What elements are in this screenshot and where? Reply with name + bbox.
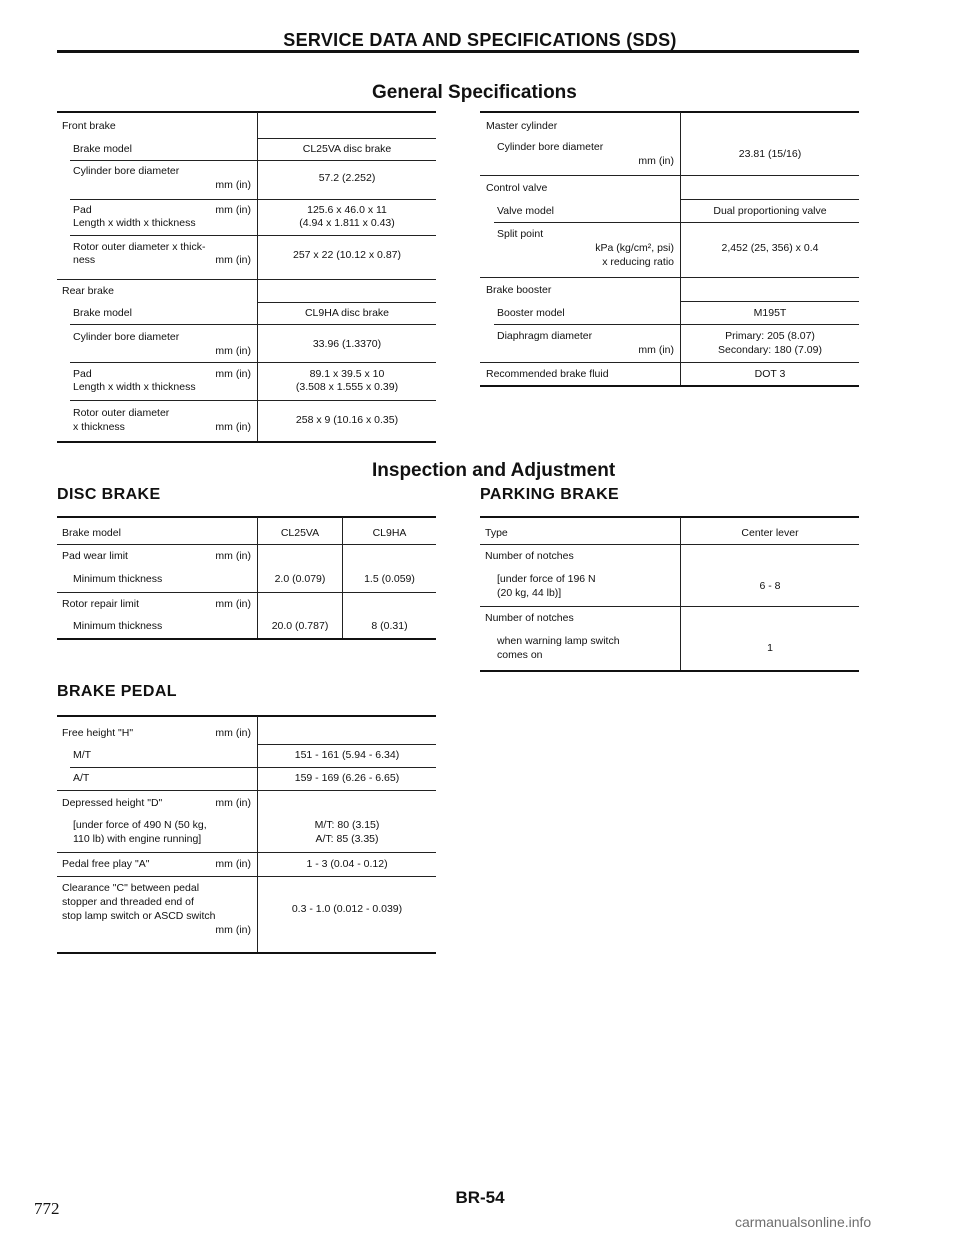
rear-pad-sub: Length x width x thickness (73, 381, 196, 393)
rear-rotor-unit: mm (in) (215, 421, 251, 433)
rotor-repair-limit-label: Rotor repair limit (62, 598, 140, 610)
diaphragm-secondary: Secondary: 180 (7.09) (718, 344, 822, 356)
table-bottom-rule (57, 952, 436, 954)
front-brake-model-label: Brake model (73, 143, 132, 155)
depressed-height-sub-2: 110 lb) with engine running] (73, 833, 202, 845)
lamp-notches-sub-1: when warning lamp switch (497, 635, 620, 647)
pedal-free-play-unit: mm (in) (215, 858, 251, 870)
clearance-label-3: stop lamp switch or ASCD switch (62, 910, 216, 922)
rear-brake-model-value: CL9HA disc brake (304, 307, 390, 319)
master-bore-label: Cylinder bore diameter (497, 141, 604, 153)
notches-sub-2: (20 kg, 44 lb)] (497, 587, 562, 599)
table-bottom-rule (480, 670, 859, 672)
parking-type-label: Type (485, 527, 508, 539)
depressed-height-mt: M/T: 80 (3.15) (314, 819, 380, 831)
free-height-at-value: 159 - 169 (6.26 - 6.65) (294, 772, 400, 784)
disc-model-label: Brake model (62, 527, 121, 539)
table-top-rule (57, 715, 436, 717)
free-height-mt-label: M/T (73, 749, 92, 761)
rear-pad-value-metric: 89.1 x 39.5 x 10 (309, 368, 385, 380)
lamp-notches-label: Number of notches (485, 612, 574, 624)
front-pad-unit: mm (in) (215, 204, 251, 216)
rear-rotor-value: 258 x 9 (10.16 x 0.35) (295, 414, 399, 426)
master-bore-value: 23.81 (15/16) (738, 148, 802, 160)
brake-fluid-value: DOT 3 (754, 368, 786, 380)
rotor-min-thickness-label: Minimum thickness (73, 620, 163, 632)
brake-booster-heading: Brake booster (486, 284, 552, 296)
table-bottom-rule (480, 385, 859, 387)
inspection-adjustment-heading: Inspection and Adjustment (372, 460, 616, 481)
rear-pad-label: Pad (73, 368, 92, 380)
table-top-rule (57, 111, 436, 113)
rear-bore-label: Cylinder bore diameter (73, 331, 180, 343)
rear-bore-unit: mm (in) (215, 345, 251, 357)
split-point-unit-2: x reducing ratio (602, 256, 674, 268)
front-rotor-label-2: ness (73, 254, 96, 266)
diaphragm-unit: mm (in) (638, 344, 674, 356)
front-rotor-label-1: Rotor outer diameter x thick- (73, 241, 206, 253)
clearance-label-1: Clearance "C" between pedal (62, 882, 200, 894)
booster-model-label: Booster model (497, 307, 565, 319)
front-pad-value-metric: 125.6 x 46.0 x 11 (307, 204, 387, 216)
clearance-value: 0.3 - 1.0 (0.012 - 0.039) (291, 903, 403, 915)
lamp-notches-value: 1 (767, 642, 773, 654)
page-number: 772 (34, 1199, 60, 1218)
split-point-label: Split point (497, 228, 544, 240)
free-height-unit: mm (in) (215, 727, 251, 739)
title-rule (57, 50, 859, 53)
parking-brake-heading: PARKING BRAKE (480, 486, 620, 503)
clearance-label-2: stopper and threaded end of (62, 896, 194, 908)
split-point-value: 2,452 (25, 356) x 0.4 (721, 242, 819, 254)
rear-pad-unit: mm (in) (215, 368, 251, 380)
diaphragm-label: Diaphragm diameter (497, 330, 593, 342)
front-brake-model-value: CL25VA disc brake (302, 143, 392, 155)
rear-pad-value-inch: (3.508 x 1.555 x 0.39) (295, 381, 399, 393)
free-height-label: Free height "H" (62, 727, 134, 739)
rear-rotor-label-1: Rotor outer diameter (73, 407, 170, 419)
notches-value: 6 - 8 (759, 580, 781, 592)
valve-model-value: Dual proportioning valve (713, 205, 827, 217)
brake-fluid-label: Recommended brake fluid (486, 368, 609, 380)
rear-rotor-label-2: x thickness (73, 421, 125, 433)
control-valve-heading: Control valve (486, 182, 548, 194)
free-height-mt-value: 151 - 161 (5.94 - 6.34) (294, 749, 400, 761)
lamp-notches-sub-2: comes on (497, 649, 543, 661)
front-bore-label: Cylinder bore diameter (73, 165, 180, 177)
brake-pedal-heading: BRAKE PEDAL (57, 683, 177, 700)
rotor-min-cl25va: 20.0 (0.787) (271, 620, 329, 632)
watermark: carmanualsonline.info (735, 1214, 872, 1230)
front-brake-heading: Front brake (62, 120, 116, 132)
notches-label: Number of notches (485, 550, 574, 562)
rear-brake-heading: Rear brake (62, 285, 114, 297)
table-top-rule (57, 516, 436, 518)
split-point-unit-1: kPa (kg/cm², psi) (595, 242, 674, 254)
front-pad-sub: Length x width x thickness (73, 217, 196, 229)
front-bore-value: 57.2 (2.252) (318, 172, 376, 184)
front-pad-value-inch: (4.94 x 1.811 x 0.43) (299, 217, 395, 229)
diaphragm-primary: Primary: 205 (8.07) (725, 330, 815, 342)
disc-brake-heading: DISC BRAKE (57, 486, 161, 503)
front-bore-unit: mm (in) (215, 179, 251, 191)
table-top-rule (480, 111, 859, 113)
pad-min-cl25va: 2.0 (0.079) (274, 573, 326, 585)
master-cylinder-heading: Master cylinder (486, 120, 558, 132)
booster-model-value: M195T (753, 307, 787, 319)
pedal-free-play-label: Pedal free play "A" (62, 858, 150, 870)
depressed-height-sub-1: [under force of 490 N (50 kg, (73, 819, 207, 831)
free-height-at-label: A/T (73, 772, 90, 784)
pedal-free-play-value: 1 - 3 (0.04 - 0.12) (306, 858, 388, 870)
master-bore-unit: mm (in) (638, 155, 674, 167)
front-rotor-unit: mm (in) (215, 254, 251, 266)
depressed-height-at: A/T: 85 (3.35) (315, 833, 379, 845)
depressed-height-unit: mm (in) (215, 797, 251, 809)
table-bottom-rule (57, 638, 436, 640)
general-specifications-heading: General Specifications (372, 82, 577, 103)
pad-min-cl9ha: 1.5 (0.059) (364, 573, 415, 585)
parking-type-value: Center lever (741, 527, 799, 539)
rear-bore-value: 33.96 (1.3370) (312, 338, 382, 350)
clearance-unit: mm (in) (215, 924, 251, 936)
table-bottom-rule (57, 441, 436, 443)
front-rotor-value: 257 x 22 (10.12 x 0.87) (293, 249, 401, 261)
pad-wear-limit-label: Pad wear limit (62, 550, 128, 562)
disc-col-cl25va: CL25VA (280, 527, 320, 539)
rotor-repair-limit-unit: mm (in) (215, 598, 251, 610)
notches-sub-1: [under force of 196 N (497, 573, 596, 585)
valve-model-label: Valve model (497, 205, 555, 217)
disc-col-cl9ha: CL9HA (372, 527, 407, 539)
front-pad-label: Pad (73, 204, 92, 216)
pad-wear-limit-unit: mm (in) (215, 550, 251, 562)
pad-min-thickness-label: Minimum thickness (73, 573, 163, 585)
page-title: SERVICE DATA AND SPECIFICATIONS (SDS) (283, 30, 677, 50)
rotor-min-cl9ha: 8 (0.31) (371, 620, 408, 632)
page-code: BR-54 (455, 1188, 505, 1207)
depressed-height-label: Depressed height "D" (62, 797, 163, 809)
rear-brake-model-label: Brake model (73, 307, 132, 319)
table-top-rule (480, 516, 859, 518)
